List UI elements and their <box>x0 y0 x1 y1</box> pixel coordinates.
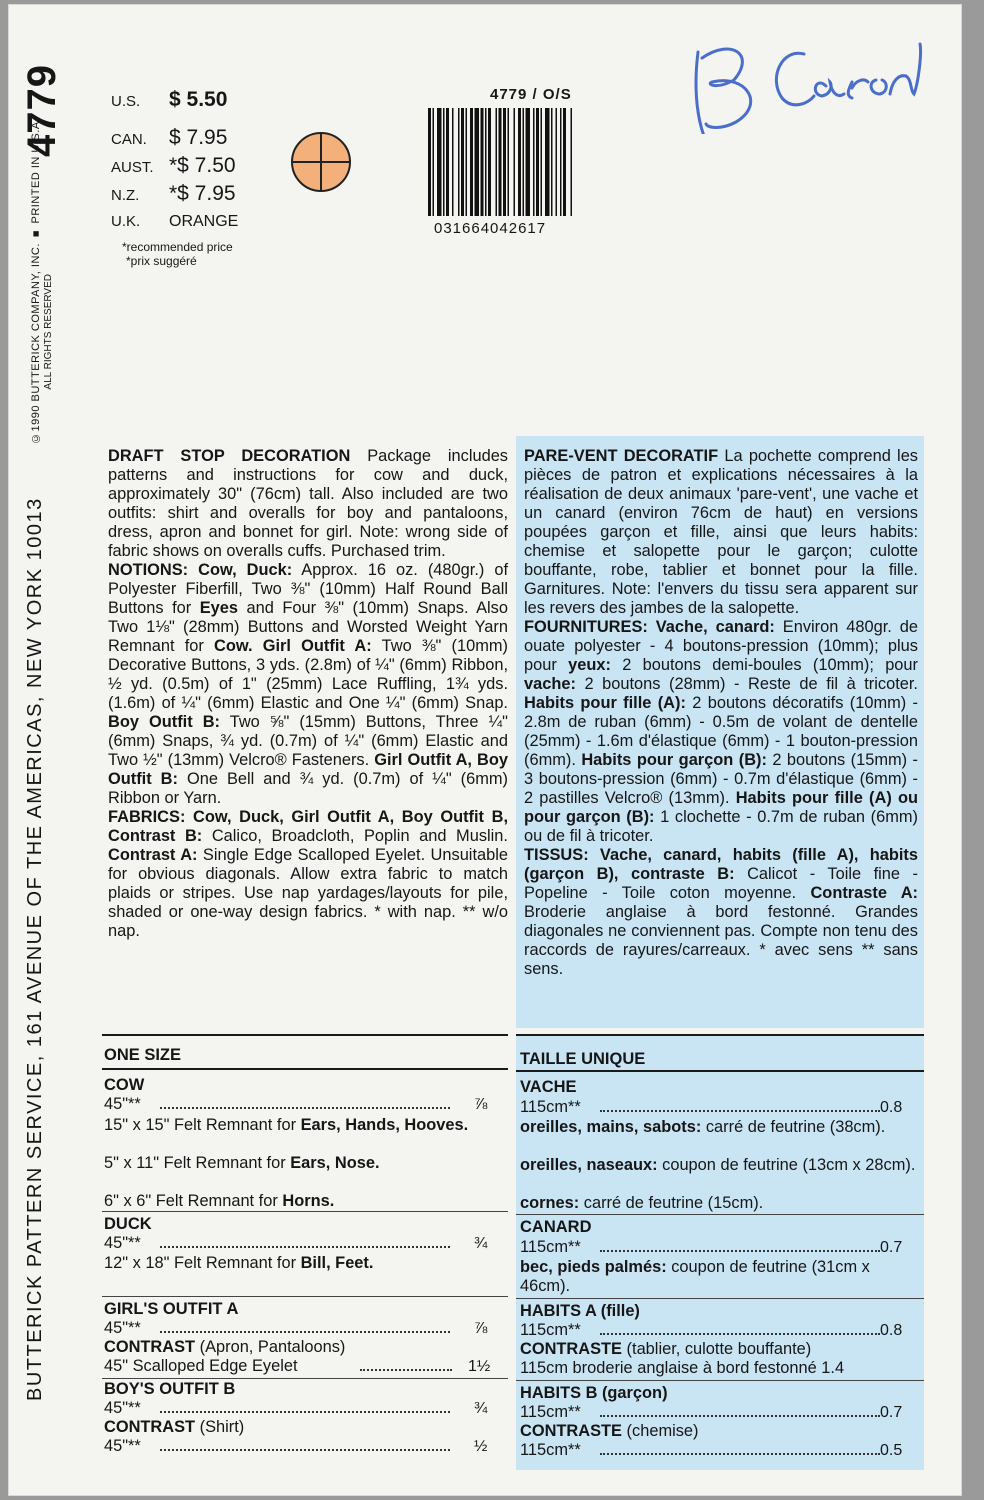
intro-paragraph <box>108 447 508 561</box>
contrast-note: (Apron, Pantaloons) <box>195 1338 346 1356</box>
barcode-label: 4779 / O/S <box>490 86 572 103</box>
fournitures-garcon: Habits pour garçon (B): <box>581 751 767 769</box>
felt-note-parts: Ears, Nose. <box>290 1154 380 1172</box>
yardage-value: 0.8 <box>880 1322 903 1339</box>
price-aust <box>111 154 236 178</box>
leader-dots <box>160 1246 450 1248</box>
fournitures-text: 1 clochette - 0.7m de ruban (6mm) ou de fil à tricoter. <box>524 808 919 845</box>
notions-both: Girl Outfit A, Boy Outfit B: <box>108 751 508 788</box>
fabric-width: 45"** <box>104 1437 141 1455</box>
leader-dots <box>160 1107 450 1109</box>
view-heading-cow: COW <box>104 1076 145 1094</box>
fabric-width: 45"** <box>104 1095 141 1113</box>
felt-note <box>104 1192 334 1210</box>
felt-note <box>520 1194 763 1212</box>
fabric-width: 115cm** <box>520 1441 581 1459</box>
tissus-paragraph <box>524 846 918 979</box>
leader-dots <box>600 1333 880 1335</box>
felt-note <box>520 1118 920 1137</box>
view-note: (garçon) <box>597 1384 668 1402</box>
fabrics-heading: FABRICS: Cow, Duck, Girl Outfit A, Boy Outfit B, Contrast B: <box>108 808 508 845</box>
felt-note-parts: bec, pieds palmés: <box>520 1258 667 1276</box>
size-heading: ONE SIZE <box>104 1046 182 1064</box>
felt-note-text: 12" x 18" Felt Remnant for <box>104 1254 301 1272</box>
fabrics-text: Calico, Broadcloth, Poplin and Muslin. <box>202 827 508 845</box>
price-country: U.S. <box>111 93 141 110</box>
leader-dots <box>600 1110 880 1112</box>
tissus-text: Broderie anglaise à bord festonné. Grandes diagonales ne conviennent pas. Compte non tenu des raccords de rayures/carreaux. * avec sens ** sans sens. <box>524 903 918 978</box>
leader-dots <box>600 1453 880 1455</box>
intro-text: Package includes patterns and instructions for cow and duck, approximately 30" (76cm) tall. Also included are two outfits: shirt and overalls for boy and pantaloons, dress, apron and bonnet for girl. Note: wrong side of fabric shows on overalls cuffs. Purchased trim. <box>108 447 509 560</box>
table-rule <box>516 1214 924 1215</box>
table-rule <box>102 1378 508 1379</box>
fournitures-paragraph <box>524 618 918 846</box>
orange-price-code-circle <box>291 132 351 192</box>
table-rule <box>102 1068 508 1070</box>
leader-dots <box>160 1449 450 1451</box>
contrast-label: CONTRAST <box>104 1338 196 1356</box>
price-amount: *$ 7.95 <box>169 182 236 205</box>
notions-cow: Cow. Girl Outfit A: <box>214 637 372 655</box>
price-amount: $ 5.50 <box>169 88 228 111</box>
felt-note-parts: Horns. <box>282 1192 335 1210</box>
notions-text: Two ⅝" (15mm) Buttons, Three ¼" (6mm) Snaps, ¾ yd. (0.7m) of ¼" (6mm) Elastic and Two ½" (13mm) Velcro® Fasteners. <box>108 713 508 769</box>
tissus-text: Calicot - Toile fine - Popeline - Toile coton moyenne. <box>524 865 918 902</box>
view-heading-duck: DUCK <box>104 1215 152 1233</box>
price-amount: $ 7.95 <box>169 126 228 149</box>
price-uk <box>111 213 238 231</box>
price-amount: ORANGE <box>169 213 239 230</box>
felt-note-text: carré de feutrine (38cm). <box>701 1118 886 1136</box>
yardage-value: 0.8 <box>880 1099 903 1116</box>
handwritten-signature <box>676 24 936 134</box>
publisher-address: BUTTERICK PATTERN SERVICE, 161 AVENUE OF THE AMERICAS, NEW YORK 10013 <box>24 497 46 1401</box>
price-amount: *$ 7.50 <box>169 154 236 177</box>
felt-note <box>104 1116 504 1135</box>
fournitures-both: Habits pour fille (A) ou pour garçon (B): <box>524 789 918 826</box>
felt-note <box>520 1156 920 1175</box>
pattern-number: 4779 <box>20 64 64 157</box>
eyelet-label: 115cm broderie anglaise à bord festonné 1.4 <box>520 1359 845 1377</box>
size-heading: TAILLE UNIQUE <box>520 1050 646 1068</box>
price-note-fr: *prix suggéré <box>126 254 197 268</box>
price-country: CAN. <box>111 131 147 148</box>
notions-text: and Four ⅜" (10mm) Snaps. Also Two 1⅛" (28mm) Buttons and Worsted Weight Yarn Remnant for <box>108 599 508 655</box>
fournitures-text: 2 boutons (28mm) - Reste de fil à tricoter. <box>575 675 918 693</box>
felt-note <box>104 1254 373 1272</box>
contrast-note: (chemise) <box>622 1422 699 1440</box>
price-country: U.K. <box>111 213 141 230</box>
contrast-label: CONTRASTE <box>520 1422 622 1440</box>
contrast-heading <box>520 1422 699 1440</box>
yardage-value: ¾ <box>474 1235 488 1252</box>
price-can <box>111 126 227 150</box>
contrast-heading <box>104 1338 345 1356</box>
felt-note <box>104 1154 380 1172</box>
leader-dots <box>600 1415 880 1417</box>
table-rule <box>516 1298 924 1299</box>
eyelet-label: 45" Scalloped Edge Eyelet <box>104 1357 298 1375</box>
fabric-width: 115cm** <box>520 1098 581 1116</box>
side-strip <box>8 4 78 1496</box>
fabrics-text: Single Edge Scalloped Eyelet. Unsuitable for obvious diagonals. Allow extra fabric to match plaids or stripes. Use nap yardages/layouts for pile, shaded or one-way design fabrics. * with nap. ** w/o nap. <box>108 846 508 940</box>
fournitures-heading: FOURNITURES: Vache, canard: <box>524 618 775 636</box>
intro-heading: PARE-VENT DECORATIF <box>524 447 719 465</box>
intro-paragraph <box>524 447 918 618</box>
yardage-value: 1½ <box>468 1358 491 1375</box>
yardage-value: ⅞ <box>474 1096 488 1113</box>
view-heading-cow: VACHE <box>520 1078 577 1096</box>
barcode-icon <box>426 108 612 216</box>
fournitures-yeux: yeux: <box>568 656 611 674</box>
view-heading-girl: GIRL'S OUTFIT A <box>104 1300 239 1318</box>
pattern-envelope-back <box>8 4 962 1496</box>
notions-text: Two ⅜" (10mm) Decorative Buttons, 3 yds. (2.8m) of ¼" (6mm) Ribbon, ½ yd. (0.5m) of 1" (25mm) Lace Ruffling, 1¾ yds. (1.6m) of ¼" (6mm) Elastic and One ¼" (6mm) Snap. <box>108 637 508 712</box>
fournitures-text: 2 boutons décoratifs (10mm) - 2.8m de ruban (6mm) - 0.5m de volant de dentelle (25mm) - 1.6m d'élastique (6mm) - 1 bouton-pression (6mm). <box>524 694 918 769</box>
contrast-heading <box>520 1340 811 1358</box>
felt-note-parts: oreilles, mains, sabots: <box>520 1118 702 1136</box>
view-note: (fille) <box>596 1302 640 1320</box>
view-label: HABITS B <box>520 1384 598 1402</box>
tissus-contraste: Contraste A: <box>810 884 919 902</box>
intro-heading: DRAFT STOP DECORATION <box>108 447 351 465</box>
fournitures-text: 2 boutons (15mm) - 3 boutons-pression (6mm) - 0.7m d'élastique (6mm) - 2 pastilles Velcro® (13mm). <box>524 751 919 807</box>
table-rule <box>516 1070 924 1072</box>
fabrics-contrast-a: Contrast A: <box>108 846 198 864</box>
fournitures-vache: vache: <box>524 675 576 693</box>
copyright-notice: ©1990 BUTTERICK COMPANY, INC. ■ PRINTED IN U.S.A. <box>30 117 42 444</box>
felt-note-text: coupon de feutrine (31cm x 46cm). <box>520 1258 870 1295</box>
table-rule <box>516 1034 924 1036</box>
fabric-width: 45"** <box>104 1234 141 1252</box>
felt-note <box>520 1258 920 1296</box>
table-rule <box>102 1296 508 1297</box>
notions-text: One Bell and ¾ yd. (0.7m) of ¼" (6mm) Ribbon or Yarn. <box>108 770 508 807</box>
notions-boy: Boy Outfit B: <box>108 713 220 731</box>
felt-note-parts: oreilles, naseaux: <box>520 1156 658 1174</box>
felt-note-parts: cornes: <box>520 1194 580 1212</box>
english-description <box>108 447 508 941</box>
fabric-width: 115cm** <box>520 1238 581 1256</box>
contrast-label: CONTRASTE <box>520 1340 622 1358</box>
fabric-width: 45"** <box>104 1319 141 1337</box>
felt-note-parts: Ears, Hands, Hooves. <box>300 1116 469 1134</box>
fabric-width: 115cm** <box>520 1403 581 1421</box>
yardage-value: 0.5 <box>880 1442 903 1459</box>
yardage-value: 0.7 <box>880 1239 903 1256</box>
table-rule <box>102 1211 508 1212</box>
fabric-width: 115cm** <box>520 1321 581 1339</box>
barcode-number: 031664042617 <box>434 220 547 237</box>
yardage-value: 0.7 <box>880 1404 903 1421</box>
yardage-value: ⅞ <box>474 1320 488 1337</box>
felt-note-parts: Bill, Feet. <box>300 1254 374 1272</box>
notions-paragraph <box>108 561 508 808</box>
french-description <box>524 447 918 979</box>
notions-heading: NOTIONS: Cow, Duck: <box>108 561 293 579</box>
price-nz <box>111 182 236 206</box>
yardage-value: ¾ <box>474 1400 488 1417</box>
fabrics-paragraph <box>108 808 508 941</box>
fabric-width: 45"** <box>104 1399 141 1417</box>
contrast-label: CONTRAST <box>104 1418 196 1436</box>
table-rule <box>102 1034 508 1036</box>
leader-dots <box>360 1369 452 1371</box>
view-heading-duck: CANARD <box>520 1218 592 1236</box>
price-note-en: *recommended price <box>122 240 233 254</box>
contrast-heading <box>104 1418 244 1436</box>
yardage-value: ½ <box>474 1438 488 1455</box>
view-heading-boy: BOY'S OUTFIT B <box>104 1380 236 1398</box>
felt-note-text: 5" x 11" Felt Remnant for <box>104 1154 291 1172</box>
fournitures-text: 2 boutons demi-boules (10mm); pour <box>610 656 918 674</box>
leader-dots <box>160 1331 450 1333</box>
felt-note-text: 6" x 6" Felt Remnant for <box>104 1192 283 1210</box>
price-us <box>111 88 227 112</box>
view-label: HABITS A <box>520 1302 597 1320</box>
felt-note-text: coupon de feutrine (13cm x 28cm). <box>657 1156 916 1174</box>
fournitures-fille: Habits pour fille (A): <box>524 694 686 712</box>
intro-text: La pochette comprend les pièces de patron et explications nécessaires à la réalisation de deux animaux 'pare-vent', une vache et un canard (environ 76cm de haut) en versions poupées garçon et fille, ainsi que leurs habits: chemise et salopette pour le garçon; culotte bouffante, robe, tablier et bonnet pour la fille. Garnitures. Note: l'envers du tissu sera apparent sur les revers des jambes de la salopette. <box>524 447 919 617</box>
contrast-note: (Shirt) <box>195 1418 245 1436</box>
table-rule <box>516 1380 924 1381</box>
rights-notice: ALL RIGHTS RESERVED <box>43 274 54 390</box>
fournitures-text: Environ 480gr. de ouate polyester - 4 boutons-pression (10mm); plus pour <box>524 618 918 674</box>
price-country: AUST. <box>111 159 154 176</box>
leader-dots <box>600 1250 880 1252</box>
notions-eyes: Eyes <box>199 599 238 617</box>
price-country: N.Z. <box>111 187 140 204</box>
view-heading-girl <box>520 1302 640 1320</box>
leader-dots <box>160 1411 450 1413</box>
felt-note-text: 15" x 15" Felt Remnant for <box>104 1116 301 1134</box>
view-heading-boy <box>520 1384 668 1402</box>
notions-text: Approx. 16 oz. (480gr.) of Polyester Fiberfill, Two ⅜" (10mm) Half Round Ball Buttons for <box>108 561 508 617</box>
felt-note-text: carré de feutrine (15cm). <box>579 1194 764 1212</box>
tissus-heading: TISSUS: Vache, canard, habits (fille A), habits (garçon B), contraste B: <box>524 846 918 883</box>
contrast-note: (tablier, culotte bouffante) <box>622 1340 812 1358</box>
